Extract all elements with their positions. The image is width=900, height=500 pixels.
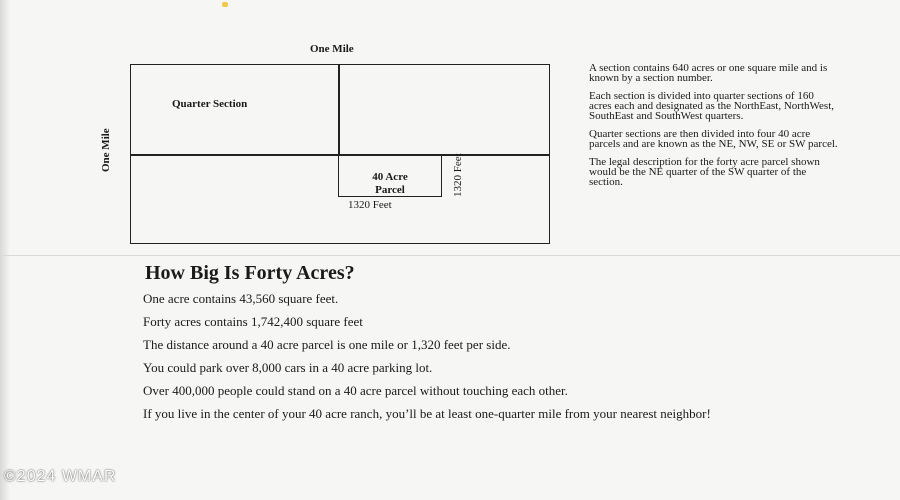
fact-item: The distance around a 40 acre parcel is one mile or 1,320 feet per side. xyxy=(143,337,511,352)
one-mile-top-label: One Mile xyxy=(310,43,354,55)
note-paragraph: A section contains 640 acres or one square mile and is known by a section number. xyxy=(589,62,828,84)
quarter-section-label: Quarter Section xyxy=(172,98,248,110)
fact-item: If you live in the center of your 40 acre ranch, you’ll be at least one-quarter mile from your nearest neighbor! xyxy=(143,406,711,421)
parcel-label-line-2: Parcel xyxy=(375,184,405,196)
scan-edge-shadow xyxy=(0,0,10,500)
one-mile-side-label: One Mile xyxy=(100,128,112,172)
scan-mark xyxy=(222,2,228,7)
fact-item: Over 400,000 people could stand on a 40 acre parcel without touching each other. xyxy=(143,383,568,398)
section-divider-vertical xyxy=(338,64,340,155)
section-notes xyxy=(589,63,839,195)
fact-item: Forty acres contains 1,742,400 square feet xyxy=(143,314,363,329)
copyright-watermark: ©2024 WMAR xyxy=(4,468,117,485)
note-paragraph: The legal description for the forty acre parcel shown would be the NE quarter of the SW quarter of the section. xyxy=(589,156,820,188)
note-paragraph: Each section is divided into quarter sections of 160 acres each and designated as the NorthEast, NorthWest, SouthEast and SouthWest quarters. xyxy=(589,90,834,122)
fold-line xyxy=(0,255,900,256)
fact-item: You could park over 8,000 cars in a 40 acre parking lot. xyxy=(143,360,433,375)
page-heading: How Big Is Forty Acres? xyxy=(145,262,355,284)
fact-item: One acre contains 43,560 square feet. xyxy=(143,291,339,306)
facts-list xyxy=(143,292,843,430)
parcel-bottom-dimension: 1320 Feet xyxy=(348,199,392,211)
parcel-side-dimension: 1320 Feet xyxy=(452,153,464,197)
parcel-label xyxy=(350,171,430,197)
note-paragraph: Quarter sections are then divided into four 40 acre parcels and are known as the NE, NW, SE or SW parcel. xyxy=(589,128,838,150)
parcel-label-line-1: 40 Acre xyxy=(372,171,408,183)
